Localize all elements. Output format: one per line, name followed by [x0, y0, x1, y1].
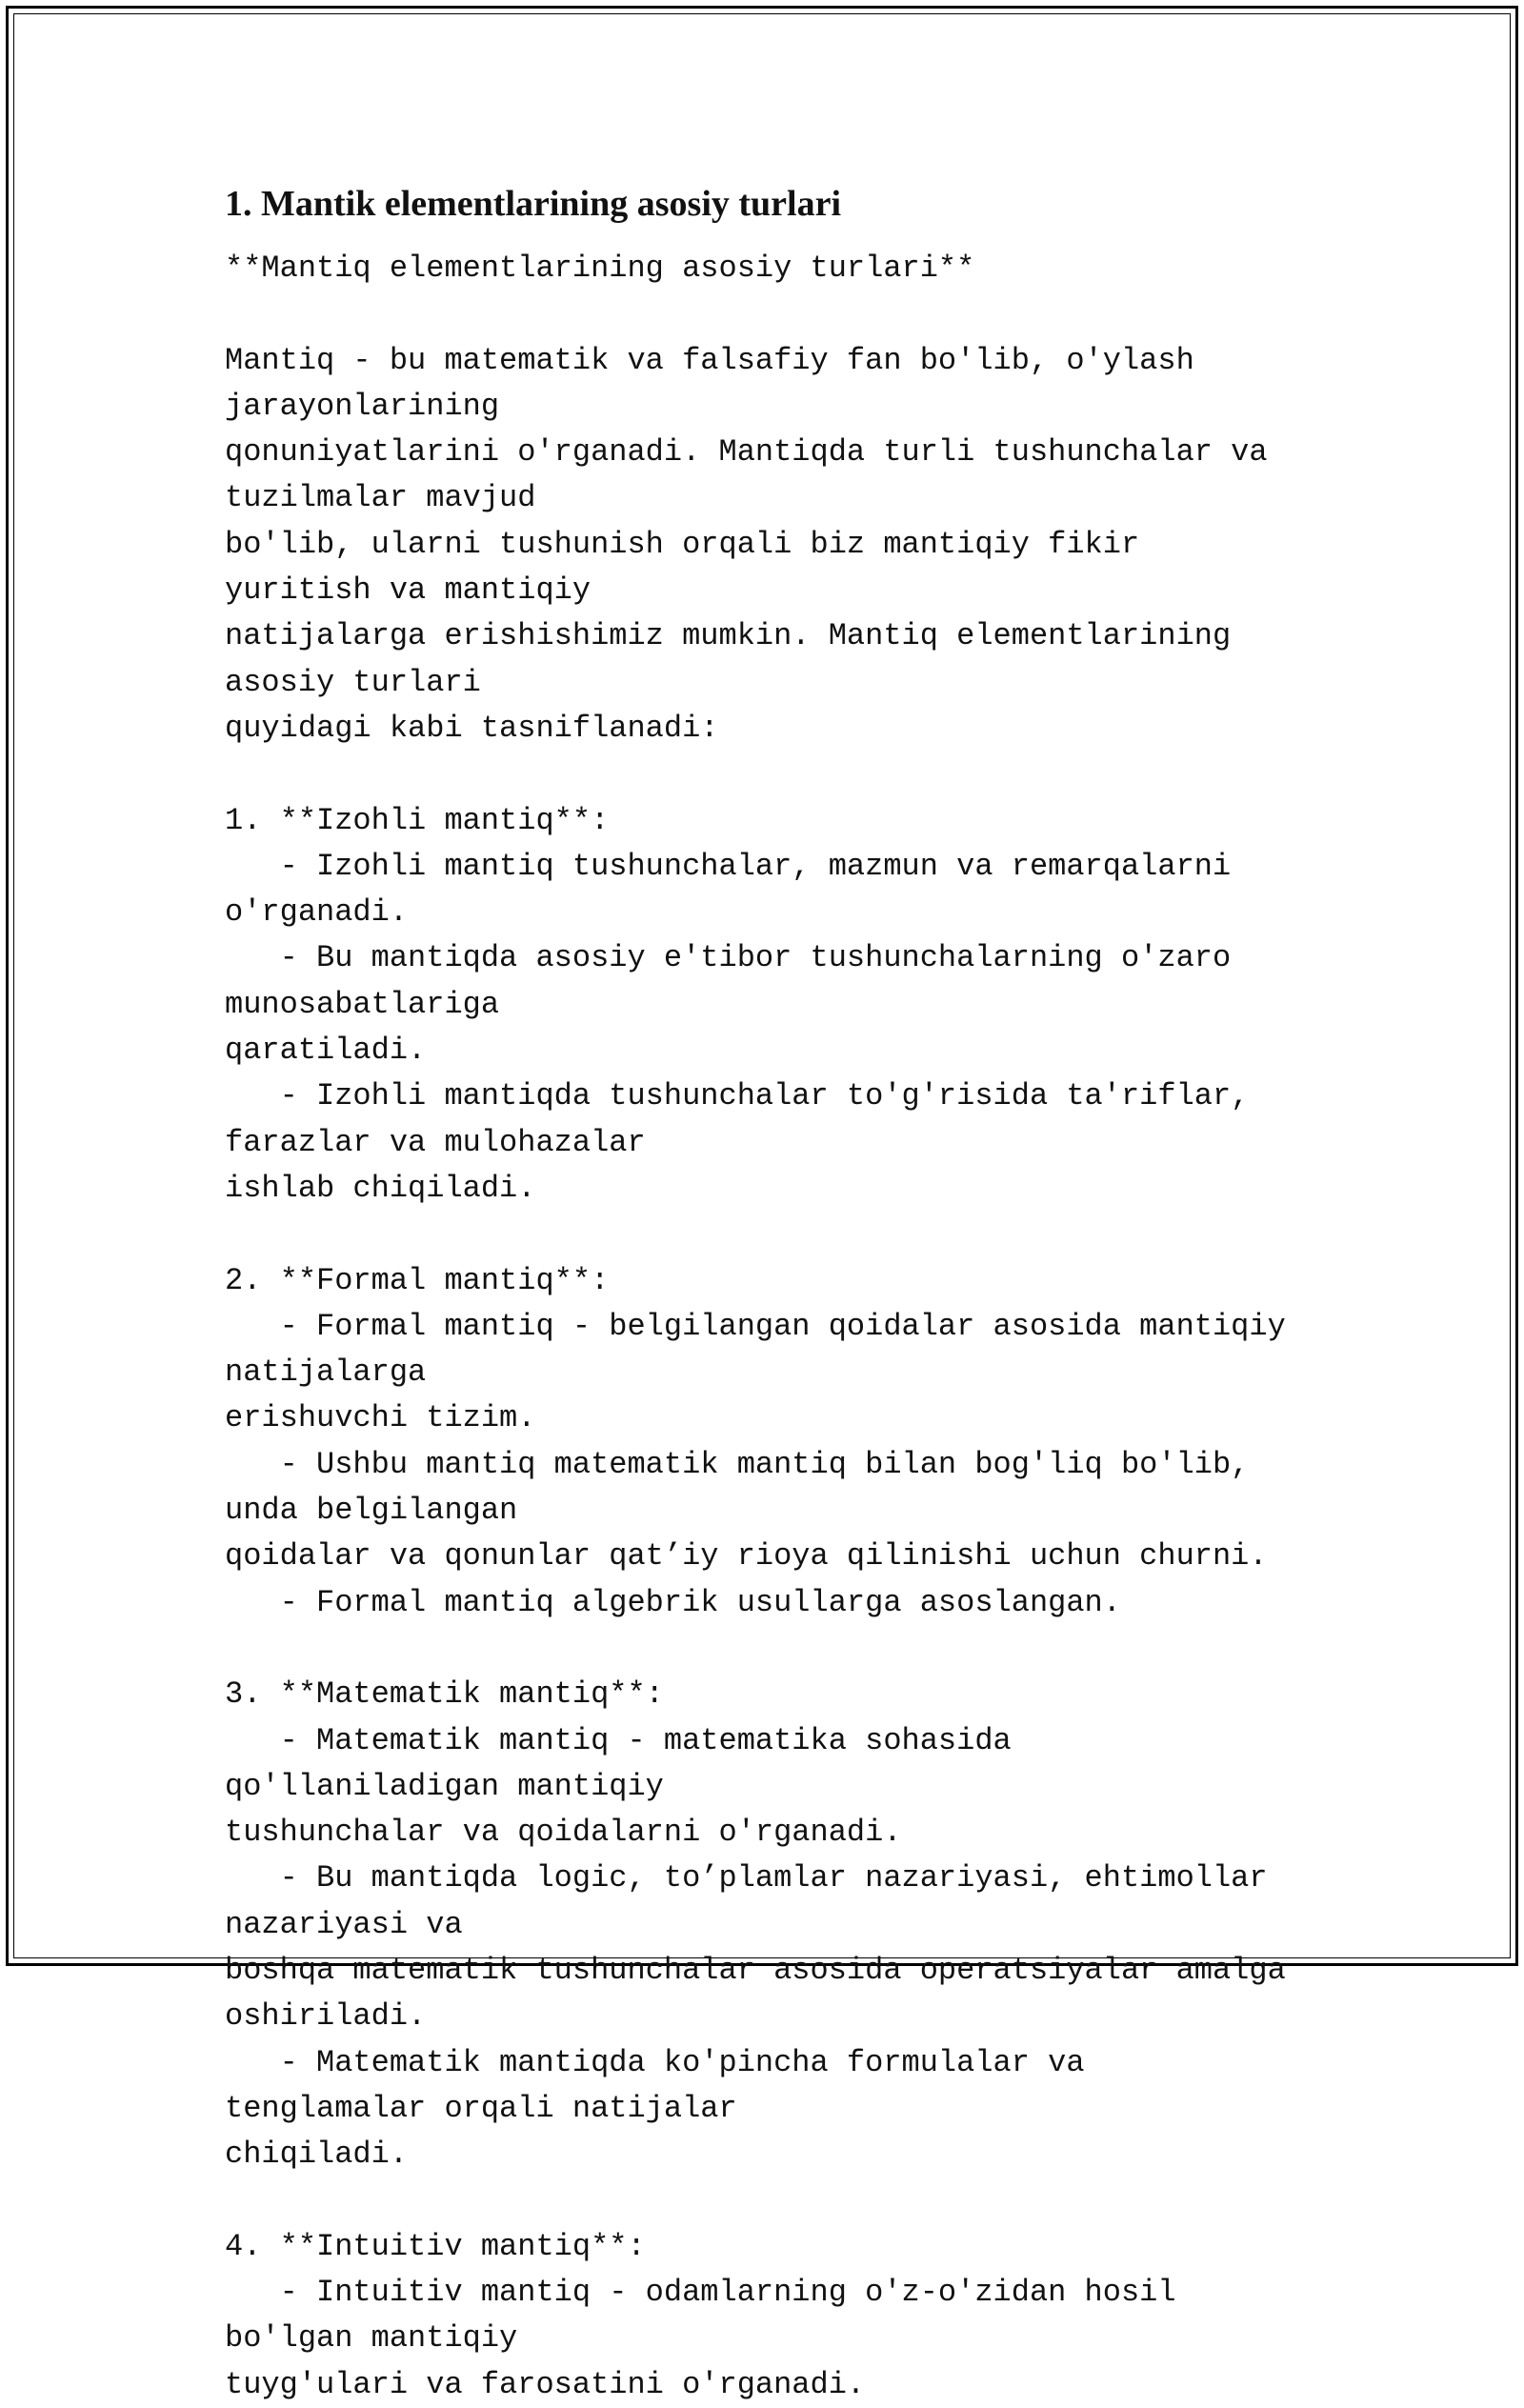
- document-body: **Mantiq elementlarining asosiy turlari** Mantiq - bu matematik va falsafiy fan bo'lib, o'ylash jarayonlarining qonuniyatlarini o'rganadi. Mantiqda turli tushunchalar va tuzilmalar mavjud bo'lib, ularni tushunish orqali biz mantiqiy fikir yuritish va mantiqiy natijalarga erishishimiz mumkin. Mantiq elementlarining asosiy turlari quyidagi kabi tasniflanadi: 1. **Izohli mantiq**: - Izohli mantiq tushunchalar, mazmun va remarqalarni o'rganadi. - Bu mantiqda asosiy e'tibor tushunchalarning o'zaro munosabatlariga qaratiladi. - Izohli mantiqda tushunchalar to'g'risida ta'riflar, farazlar va mulohazalar ishlab chiqiladi. 2. **Formal mantiq**: - Formal mantiq - belgilangan qoidalar asosida mantiqiy natijalarga erishuvchi tizim. - Ushbu mantiq matematik mantiq bilan bog'liq bo'lib, unda belgilangan qoidalar va qonunlar qat’iy rioya qilinishi uchun churni. - Formal mantiq algebrik usullarga asoslangan. 3. **Matematik mantiq**: - Matematik mantiq - matematika sohasida qo'llaniladigan mantiqiy tushunchalar va qoidalarni o'rganadi. - Bu mantiqda logic, to’plamlar nazariyasi, ehtimollar nazariyasi va boshqa matematik tushunchalar asosida operatsiyalar amalga oshiriladi. - Matematik mantiqda ko'pincha formulalar va tenglamalar orqali natijalar chiqiladi. 4. **Intuitiv mantiq**: - Intuitiv mantiq - odamlarning o'z-o'zidan hosil bo'lgan mantiqiy tuyg'ulari va farosatini o'rganadi.: [225, 251, 1286, 2402]
- document-heading: 1. Mantik elementlarining asosiy turlari: [225, 184, 842, 224]
- document-content: [225, 177, 1301, 2408]
